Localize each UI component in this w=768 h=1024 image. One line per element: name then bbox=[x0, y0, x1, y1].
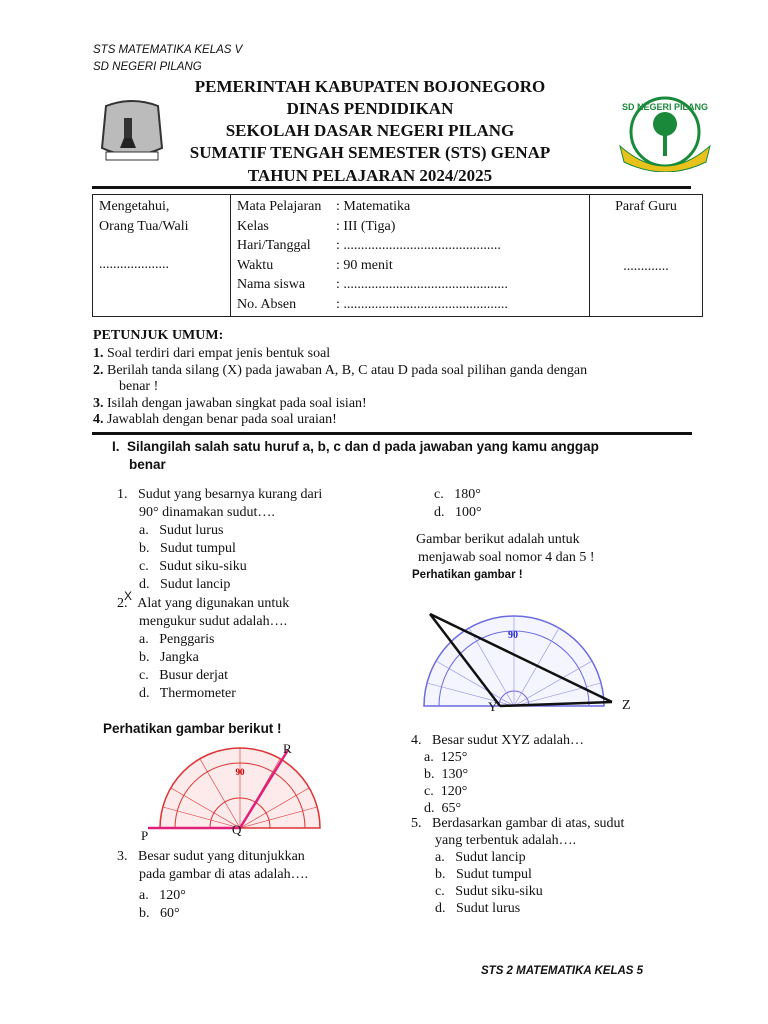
intro-text: Gambar berikut adalah untuk bbox=[416, 532, 580, 547]
instruction: Isilah dengan jawaban singkat pada soal isian! bbox=[107, 395, 367, 411]
cross-mark: X bbox=[124, 589, 133, 603]
field-label: Mata Pelajaran bbox=[237, 199, 322, 214]
num: 1. bbox=[93, 346, 104, 361]
identity-table bbox=[92, 194, 703, 317]
q-text: yang terbentuk adalah…. bbox=[435, 833, 577, 848]
figure-2-intro bbox=[416, 531, 595, 567]
q-num: 1. bbox=[117, 487, 128, 502]
title-line-1: PEMERINTAH KABUPATEN BOJONEGORO bbox=[194, 77, 546, 96]
num: 2. bbox=[93, 362, 104, 378]
q-text: Besar sudut XYZ adalah… bbox=[432, 733, 585, 748]
option[interactable]: d. Sudut lancip bbox=[139, 577, 231, 592]
absen-field[interactable]: : ............................................... bbox=[336, 296, 508, 312]
instruction: Jawablah dengan benar pada soal uraian! bbox=[107, 412, 337, 427]
num: 3. bbox=[93, 395, 104, 411]
field-value: : III (Tiga) bbox=[336, 218, 396, 234]
svg-text:SD NEGERI PILANG: SD NEGERI PILANG bbox=[621, 102, 709, 112]
point-q: Q bbox=[232, 822, 242, 837]
option[interactable]: a. Penggaris bbox=[139, 632, 215, 647]
field-label: Waktu bbox=[237, 257, 274, 273]
petunjuk-list bbox=[93, 346, 587, 429]
section-line: Silangilah salah satu huruf a, b, c dan d pada jawaban yang kamu anggap bbox=[127, 439, 599, 454]
question-5 bbox=[411, 815, 624, 917]
field-value: : Matematika bbox=[336, 199, 411, 214]
option[interactable]: d. 100° bbox=[434, 505, 482, 520]
option[interactable]: c. 180° bbox=[434, 487, 481, 502]
footer: STS 2 MATEMATIKA KELAS 5 bbox=[481, 965, 644, 977]
question-4 bbox=[411, 732, 584, 817]
instruction: Soal terdiri dari empat jenis bentuk soal bbox=[107, 346, 331, 361]
option[interactable]: b. Sudut tumpul bbox=[435, 867, 532, 882]
option[interactable]: c. Sudut siku-siku bbox=[139, 559, 247, 574]
section-heading bbox=[112, 438, 599, 474]
figure-2-caption: Perhatikan gambar ! bbox=[412, 569, 523, 581]
question-2 bbox=[117, 595, 289, 703]
option[interactable]: d. Thermometer bbox=[139, 686, 236, 701]
field-label: Hari/Tanggal bbox=[237, 238, 311, 253]
q-num: 5. bbox=[411, 816, 422, 831]
protractor-label: 90 bbox=[508, 630, 518, 641]
section-num: I. bbox=[112, 439, 120, 454]
q-text: pada gambar di atas adalah…. bbox=[139, 867, 309, 882]
q-num: 4. bbox=[411, 733, 422, 748]
question-1 bbox=[117, 486, 322, 594]
q-num: 2. bbox=[117, 596, 128, 611]
figure-1-caption: Perhatikan gambar berikut ! bbox=[103, 721, 282, 736]
date-field[interactable]: : ............................................. bbox=[336, 238, 501, 253]
field-label: Kelas bbox=[237, 218, 269, 234]
num: 4. bbox=[93, 412, 104, 427]
mengetahui-label: Mengetahui, bbox=[99, 199, 170, 214]
point-z: Z bbox=[622, 698, 631, 713]
title-line-5: TAHUN PELAJARAN 2024/2025 bbox=[247, 166, 493, 185]
option[interactable]: b. 60° bbox=[139, 906, 180, 921]
name-field[interactable]: : ............................................... bbox=[336, 277, 508, 292]
option[interactable]: c. Busur derjat bbox=[139, 668, 229, 683]
petunjuk-title: PETUNJUK UMUM: bbox=[93, 328, 224, 343]
field-label: Nama siswa bbox=[237, 277, 306, 292]
option[interactable]: a. Sudut lancip bbox=[435, 850, 526, 865]
option[interactable]: a. Sudut lurus bbox=[139, 523, 224, 538]
title-line-4: SUMATIF TENGAH SEMESTER (STS) GENAP bbox=[189, 143, 551, 162]
point-p: P bbox=[141, 828, 149, 843]
protractor-label: 90 bbox=[235, 767, 245, 777]
section-line: benar bbox=[129, 457, 166, 472]
option[interactable]: c. 120° bbox=[424, 784, 468, 799]
title-line-2: DINAS PENDIDIKAN bbox=[286, 99, 454, 118]
point-r: R bbox=[283, 741, 292, 756]
point-y: Y bbox=[488, 699, 498, 714]
header-subject: STS MATEMATIKA KELAS V bbox=[93, 44, 243, 56]
option[interactable]: d. Sudut lurus bbox=[435, 901, 521, 916]
field-label: No. Absen bbox=[237, 296, 297, 312]
option[interactable]: c. Sudut siku-siku bbox=[435, 884, 543, 899]
q-text: mengukur sudut adalah…. bbox=[139, 614, 288, 629]
option[interactable]: b. Sudut tumpul bbox=[139, 541, 236, 556]
option[interactable]: a. 120° bbox=[139, 888, 186, 903]
instruction: benar ! bbox=[119, 379, 159, 394]
q-text: Alat yang digunakan untuk bbox=[137, 596, 290, 611]
divider bbox=[92, 186, 691, 189]
option[interactable]: d. 65° bbox=[424, 801, 462, 816]
ortu-label: Orang Tua/Wali bbox=[99, 218, 189, 234]
question-3-continued bbox=[434, 486, 482, 522]
q-text: 90° dinamakan sudut…. bbox=[139, 505, 275, 520]
school-logo bbox=[610, 96, 720, 172]
protractor-figure-2 bbox=[412, 606, 622, 716]
paraf-signature-field[interactable]: ............. bbox=[623, 258, 669, 274]
instruction: Berilah tanda silang (X) pada jawaban A, B, C atau D pada soal pilihan ganda dengan bbox=[107, 362, 588, 378]
q-text: Sudut yang besarnya kurang dari bbox=[138, 487, 323, 502]
option[interactable]: a. 125° bbox=[424, 750, 468, 765]
option[interactable]: b. Jangka bbox=[139, 650, 199, 665]
header-school: SD NEGERI PILANG bbox=[93, 61, 202, 73]
question-3 bbox=[117, 848, 308, 923]
intro-text: menjawab soal nomor 4 dan 5 ! bbox=[418, 550, 595, 565]
paraf-label: Paraf Guru bbox=[615, 199, 677, 214]
field-value: : 90 menit bbox=[336, 257, 393, 273]
title-line-3: SEKOLAH DASAR NEGERI PILANG bbox=[225, 121, 515, 140]
divider bbox=[92, 432, 692, 435]
q-text: Besar sudut yang ditunjukkan bbox=[138, 849, 305, 864]
q-text: Berdasarkan gambar di atas, sudut bbox=[432, 816, 625, 831]
q-num: 3. bbox=[117, 849, 128, 864]
ortu-signature-field[interactable]: .................... bbox=[99, 257, 169, 272]
option[interactable]: b. 130° bbox=[424, 767, 469, 782]
